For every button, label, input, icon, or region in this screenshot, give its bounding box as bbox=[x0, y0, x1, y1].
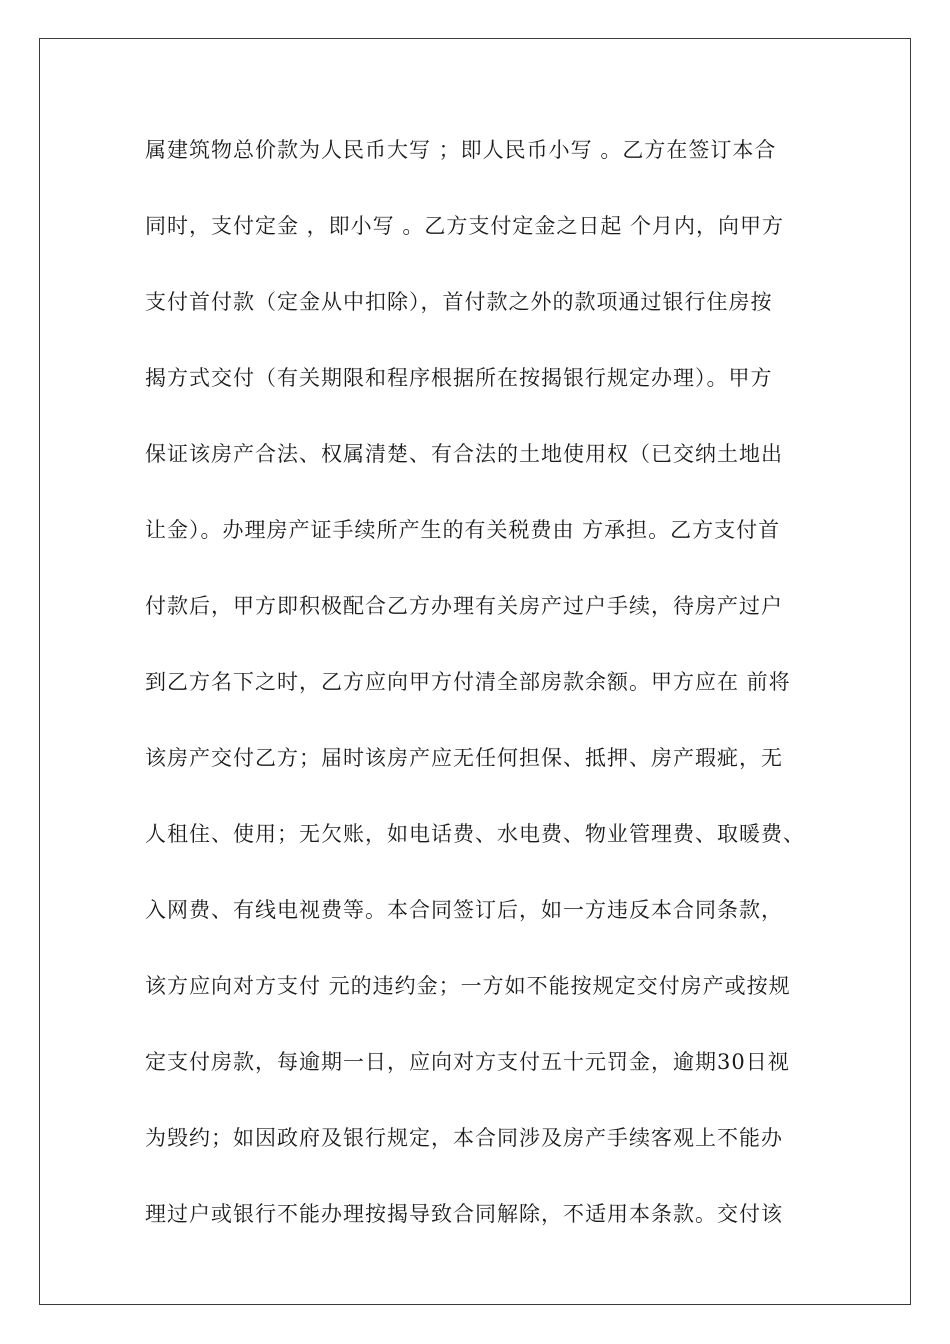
text-line-8: 到乙方名下之时，乙方应向甲方付清全部房款余额。甲方应在 前将 bbox=[145, 670, 791, 694]
text-line-11: 入网费、有线电视费等。本合同签订后，如一方违反本合同条款， bbox=[145, 898, 783, 922]
text-line-6: 让金）。办理房产证手续所产生的有关税费由 方承担。乙方支付首 bbox=[145, 518, 781, 542]
text-line-7: 付款后，甲方即积极配合乙方办理有关房产过户手续，待房产过户 bbox=[145, 594, 783, 618]
text-line-5: 保证该房产合法、权属清楚、有合法的土地使用权（已交纳土地出 bbox=[145, 442, 783, 466]
text-line-9: 该房产交付乙方；届时该房产应无任何担保、抵押、房产瑕疵，无 bbox=[145, 746, 783, 770]
text-line-2: 同时，支付定金 ，即小写 。乙方支付定金之日起 个月内，向甲方 bbox=[145, 214, 785, 238]
document-body bbox=[145, 130, 815, 1270]
text-line-10: 人租住、使用；无欠账，如电话费、水电费、物业管理费、取暖费、 bbox=[145, 822, 805, 846]
text-line-12: 该方应向对方支付 元的违约金；一方如不能按规定交付房产或按规 bbox=[145, 974, 791, 998]
text-line-1: 属建筑物总价款为人民币大写 ；即人民币小写 。乙方在签订本合 bbox=[145, 138, 777, 162]
text-line-15: 理过户或银行不能办理按揭导致合同解除，不适用本条款。交付该 bbox=[145, 1202, 783, 1226]
text-line-4: 揭方式交付（有关期限和程序根据所在按揭银行规定办理）。甲方 bbox=[145, 366, 773, 390]
text-line-13: 定支付房款，每逾期一日，应向对方支付五十元罚金，逾期30日视 bbox=[145, 1050, 790, 1074]
text-line-14: 为毁约；如因政府及银行规定，本合同涉及房产手续客观上不能办 bbox=[145, 1126, 783, 1150]
text-line-3: 支付首付款（定金从中扣除），首付款之外的款项通过银行住房按 bbox=[145, 290, 773, 314]
